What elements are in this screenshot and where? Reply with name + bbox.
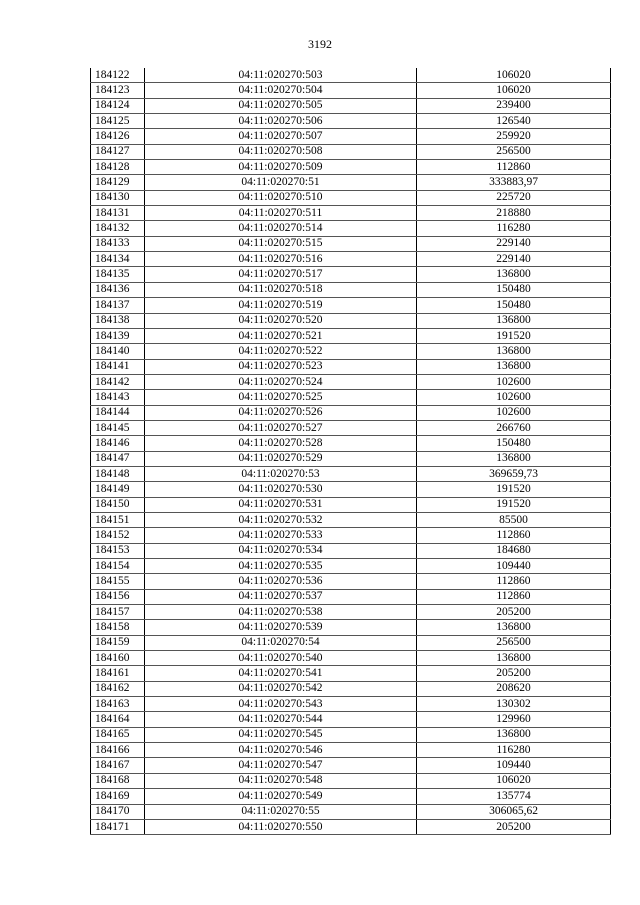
table-row [91,144,611,159]
table-row [91,313,611,328]
cadastral-number-cell: 04:11:020270:504 [145,83,417,98]
row-number-cell: 184150 [91,497,145,512]
cadastral-value-cell: 333883,97 [417,175,611,190]
cadastral-number-cell: 04:11:020270:538 [145,605,417,620]
row-number-cell: 184122 [91,68,145,83]
table-row [91,543,611,558]
cadastral-number-cell: 04:11:020270:521 [145,328,417,343]
row-number-cell: 184169 [91,789,145,804]
cadastral-number-cell: 04:11:020270:516 [145,252,417,267]
table-row [91,758,611,773]
row-number-cell: 184158 [91,620,145,635]
cadastral-value-table [90,68,611,835]
cadastral-number-cell: 04:11:020270:506 [145,114,417,129]
row-number-cell: 184147 [91,451,145,466]
cadastral-number-cell: 04:11:020270:515 [145,236,417,251]
table-row [91,83,611,98]
cadastral-value-cell: 109440 [417,559,611,574]
cadastral-value-cell: 218880 [417,206,611,221]
cadastral-number-cell: 04:11:020270:531 [145,497,417,512]
table-row [91,175,611,190]
cadastral-value-cell: 126540 [417,114,611,129]
cadastral-value-cell: 150480 [417,436,611,451]
cadastral-number-cell: 04:11:020270:508 [145,144,417,159]
cadastral-value-cell: 136800 [417,651,611,666]
cadastral-number-cell: 04:11:020270:54 [145,635,417,650]
cadastral-value-cell: 306065,62 [417,804,611,819]
cadastral-value-cell: 109440 [417,758,611,773]
cadastral-number-cell: 04:11:020270:533 [145,528,417,543]
cadastral-value-cell: 136800 [417,359,611,374]
cadastral-number-cell: 04:11:020270:55 [145,804,417,819]
row-number-cell: 184136 [91,282,145,297]
table-row [91,697,611,712]
cadastral-value-cell: 205200 [417,666,611,681]
cadastral-value-cell: 112860 [417,574,611,589]
table-row [91,651,611,666]
table-row [91,390,611,405]
row-number-cell: 184160 [91,651,145,666]
cadastral-number-cell: 04:11:020270:548 [145,773,417,788]
cadastral-number-cell: 04:11:020270:550 [145,819,417,834]
table-row [91,743,611,758]
cadastral-number-cell: 04:11:020270:524 [145,374,417,389]
cadastral-value-cell: 229140 [417,252,611,267]
cadastral-value-cell: 136800 [417,620,611,635]
cadastral-number-cell: 04:11:020270:541 [145,666,417,681]
cadastral-value-cell: 150480 [417,282,611,297]
table-row [91,482,611,497]
cadastral-number-cell: 04:11:020270:530 [145,482,417,497]
cadastral-value-cell: 136800 [417,313,611,328]
row-number-cell: 184130 [91,190,145,205]
cadastral-value-cell: 256500 [417,635,611,650]
cadastral-number-cell: 04:11:020270:537 [145,589,417,604]
table-row [91,190,611,205]
cadastral-value-cell: 112860 [417,160,611,175]
table-row [91,727,611,742]
cadastral-number-cell: 04:11:020270:520 [145,313,417,328]
row-number-cell: 184148 [91,466,145,481]
cadastral-number-cell: 04:11:020270:522 [145,344,417,359]
cadastral-value-cell: 259920 [417,129,611,144]
table-row [91,559,611,574]
row-number-cell: 184127 [91,144,145,159]
cadastral-number-cell: 04:11:020270:536 [145,574,417,589]
cadastral-value-cell: 106020 [417,83,611,98]
cadastral-number-cell: 04:11:020270:511 [145,206,417,221]
table-row [91,282,611,297]
cadastral-value-cell: 136800 [417,344,611,359]
table-row [91,206,611,221]
row-number-cell: 184162 [91,681,145,696]
cadastral-value-cell: 225720 [417,190,611,205]
row-number-cell: 184154 [91,559,145,574]
cadastral-value-cell: 369659,73 [417,466,611,481]
row-number-cell: 184142 [91,374,145,389]
cadastral-value-cell: 102600 [417,390,611,405]
table-row [91,68,611,83]
table-row [91,589,611,604]
table-row [91,436,611,451]
cadastral-number-cell: 04:11:020270:544 [145,712,417,727]
table-row [91,114,611,129]
table-row [91,129,611,144]
cadastral-number-cell: 04:11:020270:534 [145,543,417,558]
cadastral-value-cell: 106020 [417,773,611,788]
row-number-cell: 184123 [91,83,145,98]
row-number-cell: 184170 [91,804,145,819]
row-number-cell: 184124 [91,98,145,113]
cadastral-value-cell: 136800 [417,451,611,466]
row-number-cell: 184149 [91,482,145,497]
cadastral-value-cell: 106020 [417,68,611,83]
table-row [91,252,611,267]
row-number-cell: 184129 [91,175,145,190]
table-row [91,328,611,343]
cadastral-number-cell: 04:11:020270:517 [145,267,417,282]
cadastral-number-cell: 04:11:020270:503 [145,68,417,83]
table-row [91,267,611,282]
cadastral-value-cell: 112860 [417,589,611,604]
cadastral-number-cell: 04:11:020270:547 [145,758,417,773]
cadastral-value-cell: 191520 [417,497,611,512]
row-number-cell: 184161 [91,666,145,681]
row-number-cell: 184168 [91,773,145,788]
cadastral-number-cell: 04:11:020270:525 [145,390,417,405]
table-row [91,160,611,175]
cadastral-value-cell: 150480 [417,298,611,313]
table-row [91,344,611,359]
table-row [91,819,611,834]
cadastral-value-cell: 205200 [417,819,611,834]
table-row [91,298,611,313]
table-row [91,236,611,251]
cadastral-number-cell: 04:11:020270:546 [145,743,417,758]
row-number-cell: 184145 [91,420,145,435]
cadastral-number-cell: 04:11:020270:532 [145,512,417,527]
cadastral-number-cell: 04:11:020270:505 [145,98,417,113]
table-body [91,68,611,835]
table-row [91,804,611,819]
row-number-cell: 184157 [91,605,145,620]
row-number-cell: 184143 [91,390,145,405]
table-row [91,666,611,681]
table-row [91,635,611,650]
cadastral-number-cell: 04:11:020270:539 [145,620,417,635]
cadastral-value-cell: 102600 [417,374,611,389]
row-number-cell: 184164 [91,712,145,727]
row-number-cell: 184140 [91,344,145,359]
table-row [91,681,611,696]
table-row [91,574,611,589]
row-number-cell: 184152 [91,528,145,543]
cadastral-number-cell: 04:11:020270:529 [145,451,417,466]
row-number-cell: 184132 [91,221,145,236]
cadastral-number-cell: 04:11:020270:535 [145,559,417,574]
table-row [91,773,611,788]
row-number-cell: 184163 [91,697,145,712]
cadastral-value-cell: 116280 [417,221,611,236]
row-number-cell: 184135 [91,267,145,282]
row-number-cell: 184155 [91,574,145,589]
row-number-cell: 184151 [91,512,145,527]
row-number-cell: 184134 [91,252,145,267]
table-row [91,451,611,466]
row-number-cell: 184137 [91,298,145,313]
cadastral-number-cell: 04:11:020270:542 [145,681,417,696]
row-number-cell: 184131 [91,206,145,221]
row-number-cell: 184146 [91,436,145,451]
cadastral-number-cell: 04:11:020270:549 [145,789,417,804]
table-row [91,789,611,804]
cadastral-number-cell: 04:11:020270:519 [145,298,417,313]
cadastral-number-cell: 04:11:020270:543 [145,697,417,712]
row-number-cell: 184156 [91,589,145,604]
row-number-cell: 184126 [91,129,145,144]
cadastral-value-cell: 205200 [417,605,611,620]
cadastral-value-cell: 256500 [417,144,611,159]
cadastral-value-cell: 191520 [417,482,611,497]
cadastral-number-cell: 04:11:020270:527 [145,420,417,435]
cadastral-value-cell: 129960 [417,712,611,727]
cadastral-number-cell: 04:11:020270:51 [145,175,417,190]
cadastral-value-cell: 135774 [417,789,611,804]
table-row [91,420,611,435]
table-row [91,466,611,481]
row-number-cell: 184166 [91,743,145,758]
cadastral-value-cell: 102600 [417,405,611,420]
cadastral-value-cell: 191520 [417,328,611,343]
table-row [91,359,611,374]
cadastral-value-cell: 208620 [417,681,611,696]
cadastral-number-cell: 04:11:020270:514 [145,221,417,236]
cadastral-number-cell: 04:11:020270:518 [145,282,417,297]
row-number-cell: 184171 [91,819,145,834]
table-row [91,374,611,389]
table-row [91,405,611,420]
table-row [91,221,611,236]
cadastral-number-cell: 04:11:020270:545 [145,727,417,742]
row-number-cell: 184159 [91,635,145,650]
table-row [91,620,611,635]
table-row [91,512,611,527]
table-row [91,98,611,113]
cadastral-number-cell: 04:11:020270:507 [145,129,417,144]
row-number-cell: 184139 [91,328,145,343]
cadastral-number-cell: 04:11:020270:540 [145,651,417,666]
cadastral-number-cell: 04:11:020270:509 [145,160,417,175]
row-number-cell: 184128 [91,160,145,175]
table-row [91,605,611,620]
cadastral-value-cell: 229140 [417,236,611,251]
row-number-cell: 184153 [91,543,145,558]
cadastral-number-cell: 04:11:020270:526 [145,405,417,420]
cadastral-value-cell: 85500 [417,512,611,527]
page-number: 3192 [308,37,332,51]
cadastral-value-cell: 136800 [417,267,611,282]
cadastral-number-cell: 04:11:020270:53 [145,466,417,481]
table-row [91,497,611,512]
cadastral-value-cell: 239400 [417,98,611,113]
row-number-cell: 184141 [91,359,145,374]
row-number-cell: 184138 [91,313,145,328]
row-number-cell: 184125 [91,114,145,129]
table-row [91,712,611,727]
cadastral-value-cell: 184680 [417,543,611,558]
cadastral-value-cell: 266760 [417,420,611,435]
row-number-cell: 184144 [91,405,145,420]
row-number-cell: 184165 [91,727,145,742]
cadastral-value-cell: 130302 [417,697,611,712]
row-number-cell: 184133 [91,236,145,251]
cadastral-number-cell: 04:11:020270:528 [145,436,417,451]
table-row [91,528,611,543]
row-number-cell: 184167 [91,758,145,773]
cadastral-number-cell: 04:11:020270:510 [145,190,417,205]
cadastral-value-cell: 136800 [417,727,611,742]
cadastral-value-cell: 112860 [417,528,611,543]
cadastral-number-cell: 04:11:020270:523 [145,359,417,374]
cadastral-value-cell: 116280 [417,743,611,758]
